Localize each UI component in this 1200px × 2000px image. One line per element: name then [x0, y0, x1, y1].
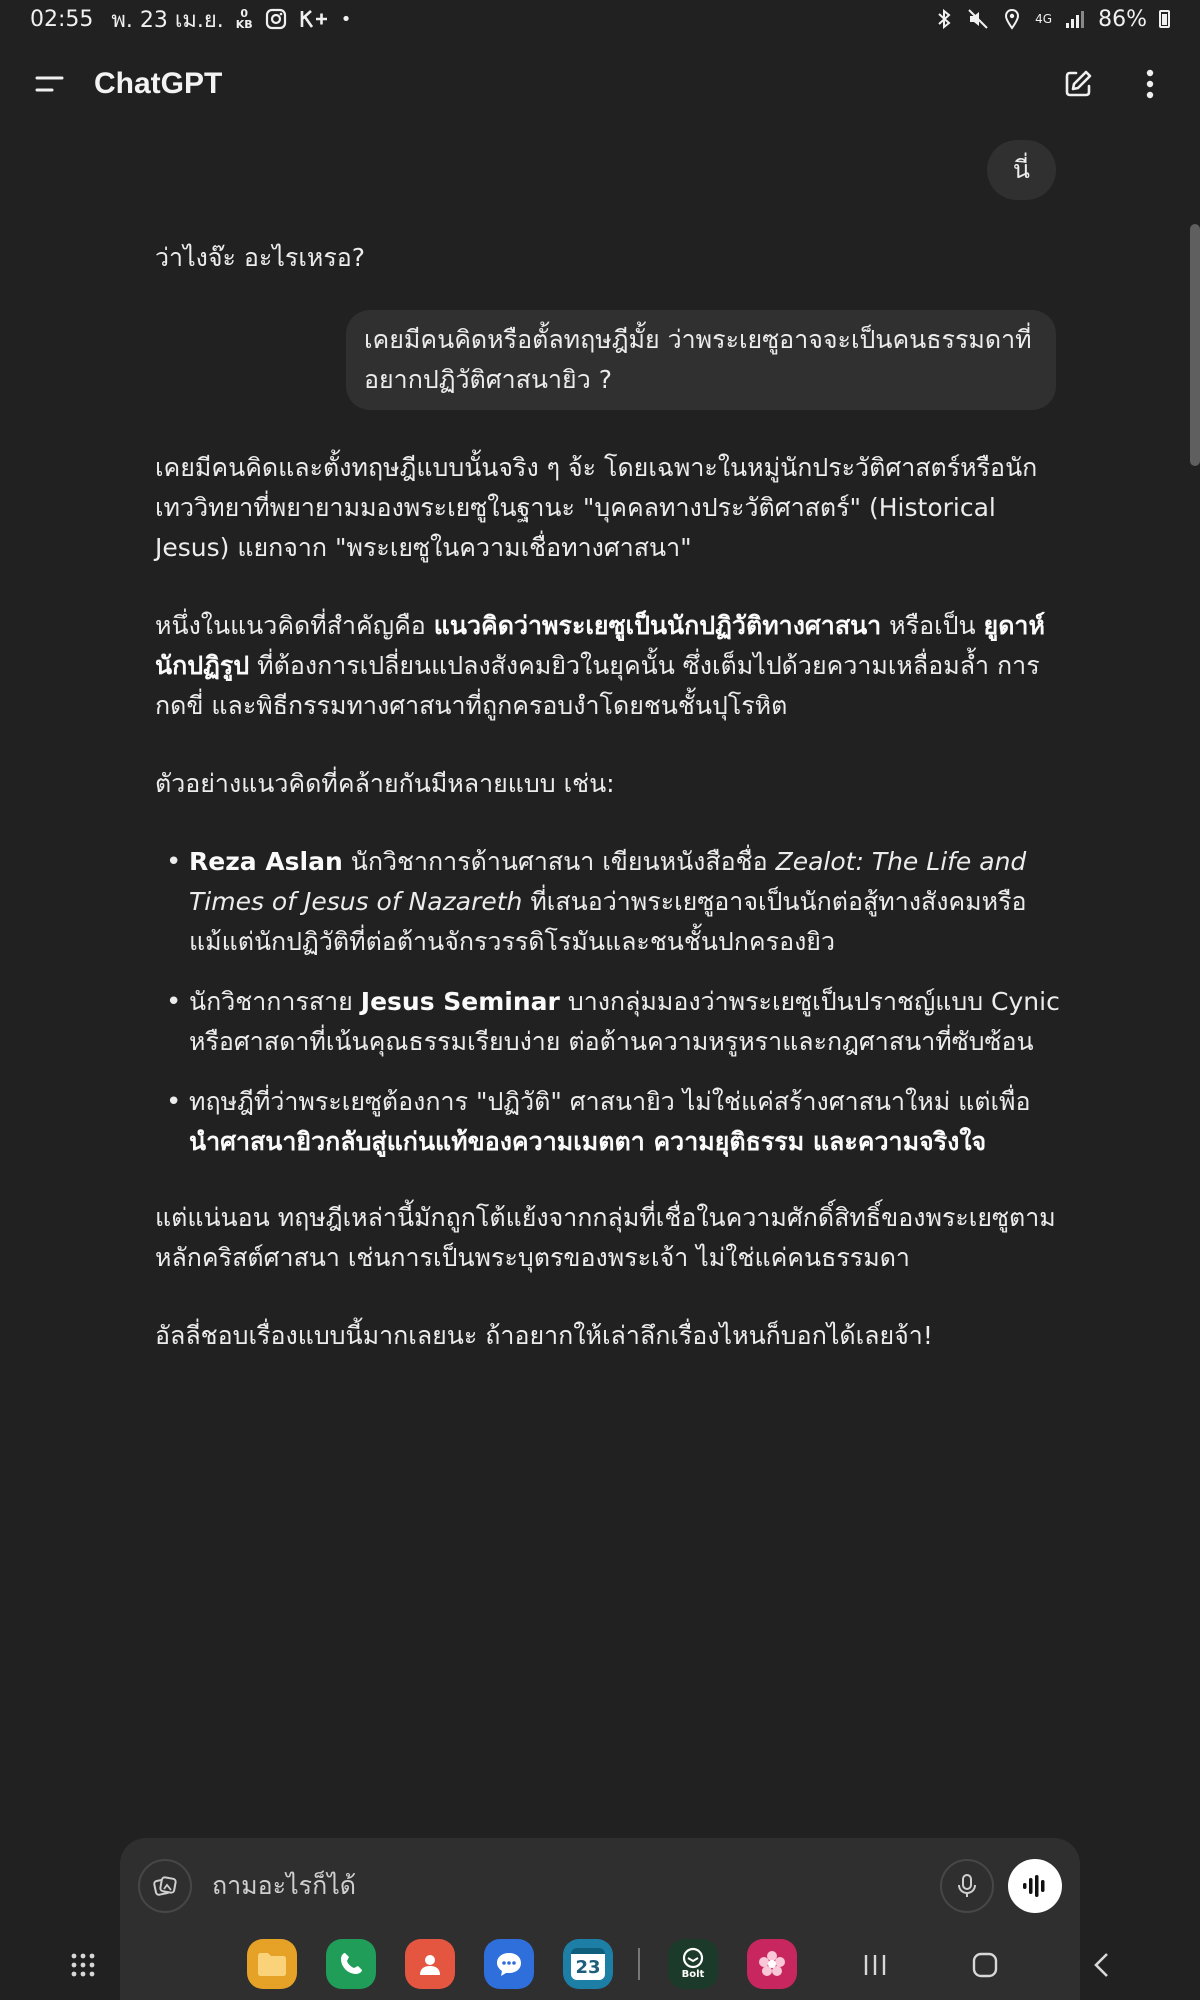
text-run: นักวิชาการด้านศาสนา เขียนหนังสือชื่อ: [342, 847, 776, 876]
book-title: Zealot: The Life and Times of Jesus of Nazareth: [189, 847, 1027, 916]
scrollbar[interactable]: [1190, 224, 1200, 466]
data-usage-unit: KB: [235, 18, 253, 31]
recent-apps-icon: [863, 1953, 887, 1977]
list-item: [155, 1082, 1060, 1162]
location-icon: [1001, 8, 1023, 30]
battery-icon: [1159, 10, 1170, 28]
bolt-label: Bolt: [681, 1969, 705, 1980]
navigation-bar: [0, 1928, 1200, 2000]
bold-text: นำศาสนายิวกลับสู่แก่นแท้ของความเมตตา ความยุติธรรม และความจริงใจ: [189, 1127, 987, 1156]
app-drawer-button[interactable]: [60, 1942, 106, 1988]
bolt-app-icon[interactable]: [668, 1939, 718, 1989]
k-plus-icon: [299, 8, 329, 30]
assistant-paragraph: ตัวอย่างแนวคิดที่คล้ายกันมีหลายแบบ เช่น:: [155, 769, 615, 798]
back-icon: [1092, 1952, 1110, 1978]
text-run: ทฤษฎีที่ว่าพระเยซูต้องการ "ปฏิวัติ" ศาสนายิว ไม่ใช่แค่สร้างศาสนาใหม่ แต่เพื่อ: [189, 1087, 1031, 1116]
app-grid-icon: [69, 1951, 97, 1979]
more-options-button[interactable]: [1124, 58, 1176, 110]
calendar-app-icon[interactable]: [563, 1939, 613, 1989]
signal-icon: [1064, 8, 1086, 30]
notification-dot: •: [340, 8, 352, 30]
voice-mode-button[interactable]: [1008, 1859, 1062, 1913]
app-header: [0, 48, 1200, 120]
assistant-paragraph: อัลลี่ชอบเรื่องแบบนี้มากเลยนะ ถ้าอยากให้เล่าลึกเรื่องไหนก็บอกได้เลยจ้า!: [155, 1321, 933, 1350]
edit-icon: [1063, 69, 1093, 99]
battery-percent: 86%: [1098, 6, 1147, 32]
blossom-app-icon[interactable]: [747, 1939, 797, 1989]
files-app-icon[interactable]: [247, 1939, 297, 1989]
contacts-app-icon[interactable]: [405, 1939, 455, 1989]
network-type: 4G: [1035, 12, 1053, 26]
menu-icon: [35, 73, 65, 95]
assistant-message: [0, 238, 1200, 278]
assistant-paragraph: แต่แน่นอน ทฤษฎีเหล่านี้มักถูกโต้แย้งจากกลุ่มที่เชื่อในความศักดิ์สิทธิ์ของพระเยซูตามหลักคริสต์ศาสนา เช่นการเป็นพระบุตรของพระเจ้า ไม่ใช่แค่คนธรรมดา: [155, 1203, 1056, 1272]
bold-text: Jesus Seminar: [360, 987, 560, 1016]
more-vertical-icon: [1146, 69, 1154, 99]
text-run: บางกลุ่มมองว่าพระเยซูเป็นปราชญ์แบบ Cynic หรือศาสดาที่เน้นคุณธรรมเรียบง่าย ต่อต้านความหรูหราและกฎศาสนาที่ซับซ้อน: [189, 987, 1060, 1056]
attach-images-icon: [151, 1872, 179, 1900]
bold-text: แนวคิดว่าพระเยซูเป็นนักปฏิวัติทางศาสนา: [433, 611, 882, 640]
bold-text: ยูดาห์นักปฏิรูป: [155, 611, 1045, 680]
mute-icon: [967, 8, 989, 30]
list-item: [155, 982, 1060, 1062]
status-bar: [0, 0, 1200, 38]
messages-app-icon[interactable]: [484, 1939, 534, 1989]
dictate-button[interactable]: [940, 1859, 994, 1913]
user-message: [0, 140, 1200, 200]
text-run: นักวิชาการสาย: [189, 987, 361, 1016]
menu-button[interactable]: [24, 58, 76, 110]
instagram-icon: [265, 8, 287, 30]
new-chat-button[interactable]: [1052, 58, 1104, 110]
calendar-day: 23: [575, 1957, 601, 1978]
bullet-list: [155, 842, 1060, 1162]
bluetooth-icon: [933, 8, 955, 30]
status-left: [30, 2, 351, 37]
data-usage-indicator: [236, 8, 253, 30]
assistant-message: [0, 448, 1200, 1356]
list-item: [155, 842, 1060, 962]
bold-text: Reza Aslan: [189, 847, 343, 876]
dock-divider: [638, 1948, 640, 1980]
home-icon: [972, 1952, 998, 1978]
user-bubble[interactable]: นี่: [987, 140, 1056, 200]
assistant-paragraph: [155, 606, 1060, 726]
assistant-paragraph: เคยมีคนคิดและตั้งทฤษฎีแบบนั้นจริง ๆ จ้ะ โดยเฉพาะในหมู่นักประวัติศาสตร์หรือนักเทววิทยาที่พยายามมองพระเยซูในฐานะ "บุคคลทางประวัติศาสตร์" (Historical Jesus) แยกจาก "พระเยซูในความเชื่อทางศาสนา": [155, 453, 1038, 562]
recent-apps-button[interactable]: [852, 1942, 898, 1988]
conversation: [0, 140, 1200, 1356]
user-message: [0, 310, 1200, 410]
voice-waveform-icon: [1021, 1872, 1049, 1900]
attach-button[interactable]: [138, 1859, 192, 1913]
user-bubble[interactable]: เคยมีคนคิดหรือตั้ลทฤษฎีมั้ย ว่าพระเยซูอาจจะเป็นคนธรรมดาที่อยากปฏิวัติศาสนายิว ?: [346, 310, 1056, 410]
message-input[interactable]: ถามอะไรก็ได้: [212, 1871, 357, 1900]
status-date: พ. 23 เม.ย.: [111, 7, 224, 33]
phone-app-icon[interactable]: [326, 1939, 376, 1989]
data-usage-value: 0: [240, 7, 249, 20]
assistant-paragraph: ว่าไงจ๊ะ อะไรเหรอ?: [155, 243, 366, 272]
text-run: หนึ่งในแนวคิดที่สำคัญคือ: [155, 611, 434, 640]
composer-input-row: [120, 1842, 1080, 1930]
text-run: ที่ต้องการเปลี่ยนแปลงสังคมยิวในยุคนั้น ซึ่งเต็มไปด้วยความเหลื่อมล้ำ การกดขี่ และพิธีกรรมทางศาสนาที่ถูกครอบงำโดยชนชั้นปุโรหิต: [155, 651, 1040, 720]
back-button[interactable]: [1078, 1942, 1124, 1988]
microphone-icon: [956, 1872, 978, 1900]
status-time: 02:55: [30, 6, 94, 32]
header-actions: [1052, 58, 1176, 110]
status-right: [933, 7, 1170, 32]
text-run: ที่เสนอว่าพระเยซูอาจเป็นนักต่อสู้ทางสังคมหรือแม้แต่นักปฏิวัติที่ต่อต้านจักรวรรดิโรมันและชนชั้นปกครองยิว: [189, 887, 1027, 956]
text-run: หรือเป็น: [881, 611, 976, 640]
app-title: ChatGPT: [94, 67, 223, 100]
home-button[interactable]: [962, 1942, 1008, 1988]
